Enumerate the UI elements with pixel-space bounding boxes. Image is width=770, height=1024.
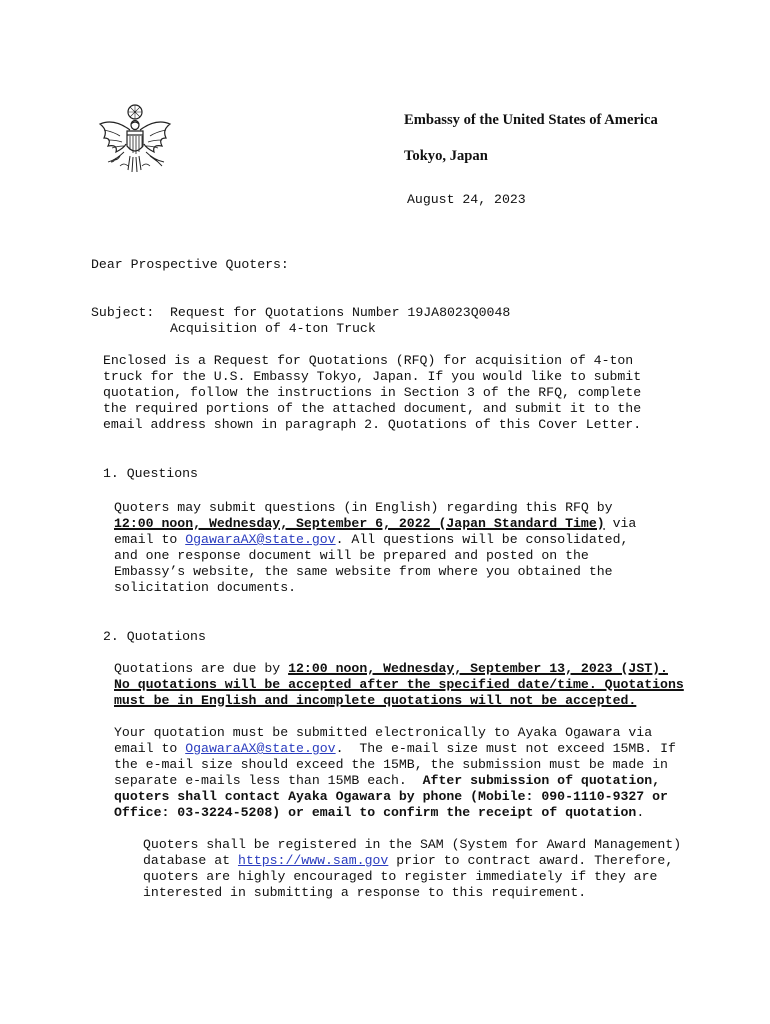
paragraph-line	[114, 532, 636, 548]
text-run: email to	[114, 532, 186, 547]
salutation: Dear Prospective Quoters:	[91, 257, 289, 272]
email-link[interactable]: OgawaraAX@state.gov	[185, 741, 336, 756]
text-run: .	[636, 805, 645, 820]
paragraph-line: Your quotation must be submitted electronically to Ayaka Ogawara via	[114, 725, 653, 740]
intro-line: quotation, follow the instructions in Section 3 of the RFQ, complete	[103, 385, 642, 400]
paragraph-line	[114, 516, 636, 532]
paragraph-line	[114, 789, 676, 805]
letter-date: August 24, 2023	[407, 192, 526, 207]
subject-line-2: Acquisition of 4-ton Truck	[170, 321, 376, 336]
intro-line: Enclosed is a Request for Quotations (RFQ) for acquisition of 4-ton	[103, 353, 634, 368]
intro-line: truck for the U.S. Embassy Tokyo, Japan. If you would like to submit	[103, 369, 642, 384]
sam-website-link[interactable]: https://www.sam.gov	[237, 853, 389, 868]
paragraph-line	[143, 853, 681, 869]
text-run: Quotations are due by	[114, 661, 289, 676]
questions-deadline: 12:00 noon, Wednesday, September 6, 2022 (Japan Standard Time)	[114, 516, 605, 531]
text-run: prior to contract award. Therefore,	[388, 853, 674, 868]
bold-text: Office: 03-3224-5208) or email to confirm the receipt of quotation	[114, 805, 637, 820]
bold-text: After submission of quotation,	[422, 773, 661, 788]
email-link[interactable]: OgawaraAX@state.gov	[185, 532, 336, 547]
paragraph-line: Quoters shall be registered in the SAM (System for Award Management)	[143, 837, 682, 852]
text-run: email to	[114, 741, 186, 756]
paragraph-line: Quoters may submit questions (in English) regarding this RFQ by	[114, 500, 613, 515]
paragraph-line: and one response document will be prepared and posted on the	[114, 548, 589, 563]
paragraph-line	[114, 677, 684, 693]
section-2-paragraph-2	[114, 725, 676, 821]
section-2-paragraph-1	[114, 661, 684, 709]
text-run: database at	[143, 853, 238, 868]
paragraph-line	[114, 661, 684, 677]
paragraph-line: Embassy’s website, the same website from where you obtained the	[114, 564, 613, 579]
intro-line: email address shown in paragraph 2. Quotations of this Cover Letter.	[103, 417, 642, 432]
text-run: . The e-mail size must not exceed 15MB. If	[335, 741, 676, 756]
section-2-heading: 2. Quotations	[103, 629, 206, 644]
paragraph-line: quoters are highly encouraged to register immediately if they are	[143, 869, 658, 884]
paragraph-line	[114, 773, 676, 789]
paragraph-line: the e-mail size should exceed the 15MB, the submission must be made in	[114, 757, 668, 772]
intro-paragraph	[103, 353, 641, 433]
embassy-city: Tokyo, Japan	[404, 148, 488, 164]
subject-line-1: Request for Quotations Number 19JA8023Q0048	[170, 305, 511, 320]
no-late-quotations-notice: No quotations will be accepted after the specified date/time. Quotations	[114, 677, 684, 692]
quotation-deadline: 12:00 noon, Wednesday, September 13, 2023 (JST).	[288, 661, 668, 676]
section-1-paragraph	[114, 500, 636, 596]
paragraph-line: solicitation documents.	[114, 580, 297, 595]
embassy-seal-image	[94, 100, 176, 182]
paragraph-line: interested in submitting a response to this requirement.	[143, 885, 587, 900]
section-2-paragraph-3	[143, 837, 681, 901]
section-1-heading: 1. Questions	[103, 466, 198, 481]
text-run: via	[604, 516, 637, 531]
embassy-name: Embassy of the United States of America	[404, 112, 658, 128]
paragraph-line	[114, 805, 676, 821]
text-run: . All questions will be consolidated,	[335, 532, 629, 547]
intro-line: the required portions of the attached document, and submit it to the	[103, 401, 642, 416]
english-requirement-notice: must be in English and incomplete quotations will not be accepted.	[114, 693, 637, 708]
paragraph-line	[114, 741, 676, 757]
bold-text: quoters shall contact Ayaka Ogawara by phone (Mobile: 090-1110-9327 or	[114, 789, 668, 804]
text-run: separate e-mails less than 15MB each.	[114, 773, 423, 788]
subject-label: Subject:	[91, 305, 155, 320]
paragraph-line	[114, 693, 684, 709]
